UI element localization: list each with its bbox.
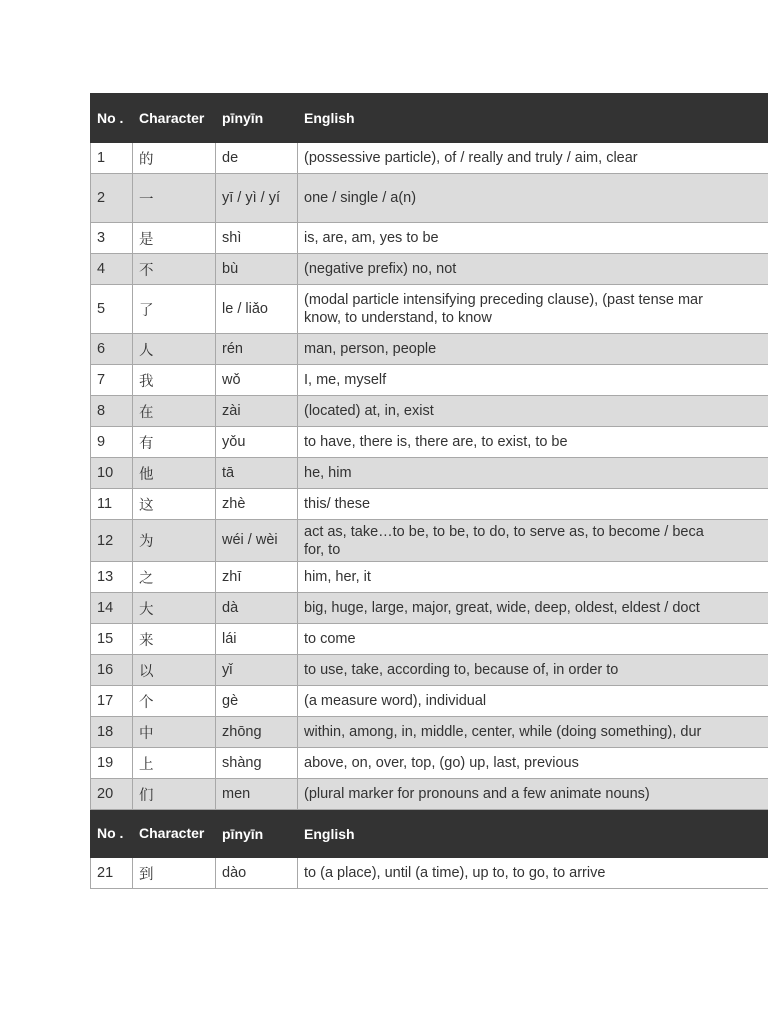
row-character: 了 bbox=[133, 285, 216, 334]
row-pinyin: rén bbox=[216, 334, 298, 365]
row-english: (plural marker for pronouns and a few animate nouns) bbox=[298, 779, 768, 810]
row-character: 为 bbox=[133, 520, 216, 562]
row-pinyin: dà bbox=[216, 593, 298, 624]
table-row bbox=[91, 365, 768, 396]
header-character: Character bbox=[133, 94, 216, 143]
header-english: English bbox=[298, 810, 768, 858]
table-row bbox=[91, 458, 768, 489]
table-row bbox=[91, 396, 768, 427]
row-no: 20 bbox=[91, 779, 133, 810]
row-no: 13 bbox=[91, 562, 133, 593]
table-row bbox=[91, 334, 768, 365]
row-english: big, huge, large, major, great, wide, deep, oldest, eldest / doct bbox=[298, 593, 768, 624]
row-no: 18 bbox=[91, 717, 133, 748]
row-no: 9 bbox=[91, 427, 133, 458]
row-no: 17 bbox=[91, 686, 133, 717]
row-english: one / single / a(n) bbox=[298, 174, 768, 223]
vocabulary-table bbox=[90, 93, 768, 889]
row-pinyin: bù bbox=[216, 254, 298, 285]
row-english: (possessive particle), of / really and truly / aim, clear bbox=[298, 143, 768, 174]
row-pinyin: zài bbox=[216, 396, 298, 427]
row-english: to (a place), until (a time), up to, to go, to arrive bbox=[298, 858, 768, 889]
row-pinyin: tā bbox=[216, 458, 298, 489]
row-character: 到 bbox=[133, 858, 216, 889]
row-character: 他 bbox=[133, 458, 216, 489]
row-pinyin: yǐ bbox=[216, 655, 298, 686]
row-character: 有 bbox=[133, 427, 216, 458]
table-row bbox=[91, 285, 768, 334]
row-english: I, me, myself bbox=[298, 365, 768, 396]
row-character: 这 bbox=[133, 489, 216, 520]
row-pinyin: de bbox=[216, 143, 298, 174]
row-english-line-2: for, to bbox=[304, 541, 341, 558]
table-row bbox=[91, 223, 768, 254]
row-english: (negative prefix) no, not bbox=[298, 254, 768, 285]
row-english bbox=[298, 520, 768, 562]
row-no: 5 bbox=[91, 285, 133, 334]
row-pinyin: wǒ bbox=[216, 365, 298, 396]
row-no: 11 bbox=[91, 489, 133, 520]
row-pinyin: le / liǎo bbox=[216, 285, 298, 334]
row-english: within, among, in, middle, center, while (doing something), dur bbox=[298, 717, 768, 748]
row-character: 不 bbox=[133, 254, 216, 285]
table-row bbox=[91, 143, 768, 174]
row-english: is, are, am, yes to be bbox=[298, 223, 768, 254]
row-pinyin: zhè bbox=[216, 489, 298, 520]
row-no: 1 bbox=[91, 143, 133, 174]
table-header-row bbox=[91, 94, 768, 143]
row-character: 中 bbox=[133, 717, 216, 748]
row-pinyin: wéi / wèi bbox=[216, 520, 298, 562]
table-row bbox=[91, 655, 768, 686]
row-pinyin: shì bbox=[216, 223, 298, 254]
row-english: to use, take, according to, because of, in order to bbox=[298, 655, 768, 686]
row-no: 7 bbox=[91, 365, 133, 396]
row-english-line-2: know, to understand, to know bbox=[304, 310, 492, 326]
table-row bbox=[91, 520, 768, 562]
row-english: to have, there is, there are, to exist, to be bbox=[298, 427, 768, 458]
row-pinyin: zhōng bbox=[216, 717, 298, 748]
row-no: 4 bbox=[91, 254, 133, 285]
header-no: No . bbox=[91, 94, 133, 143]
row-character: 上 bbox=[133, 748, 216, 779]
table-row bbox=[91, 624, 768, 655]
row-english: him, her, it bbox=[298, 562, 768, 593]
row-character: 以 bbox=[133, 655, 216, 686]
row-english: he, him bbox=[298, 458, 768, 489]
row-english-line-1: (modal particle intensifying preceding clause), (past tense mar bbox=[304, 292, 703, 308]
table-row bbox=[91, 489, 768, 520]
row-pinyin: yī / yì / yí bbox=[216, 174, 298, 223]
row-character: 在 bbox=[133, 396, 216, 427]
table-row bbox=[91, 562, 768, 593]
row-character: 我 bbox=[133, 365, 216, 396]
row-english: to come bbox=[298, 624, 768, 655]
row-english: (located) at, in, exist bbox=[298, 396, 768, 427]
row-pinyin: shàng bbox=[216, 748, 298, 779]
row-pinyin: men bbox=[216, 779, 298, 810]
row-no: 15 bbox=[91, 624, 133, 655]
row-pinyin: lái bbox=[216, 624, 298, 655]
row-no: 3 bbox=[91, 223, 133, 254]
row-no: 6 bbox=[91, 334, 133, 365]
row-character: 之 bbox=[133, 562, 216, 593]
table-row bbox=[91, 686, 768, 717]
row-character: 是 bbox=[133, 223, 216, 254]
table-row bbox=[91, 254, 768, 285]
header-pinyin: pīnyīn bbox=[216, 94, 298, 143]
row-no: 8 bbox=[91, 396, 133, 427]
row-character: 大 bbox=[133, 593, 216, 624]
row-no: 21 bbox=[91, 858, 133, 889]
table-row bbox=[91, 427, 768, 458]
header-no: No . bbox=[91, 810, 133, 858]
row-pinyin: dào bbox=[216, 858, 298, 889]
row-english: this/ these bbox=[298, 489, 768, 520]
row-english-line-1: act as, take…to be, to be, to do, to serve as, to become / beca bbox=[304, 523, 704, 540]
table-row bbox=[91, 717, 768, 748]
row-character: 们 bbox=[133, 779, 216, 810]
row-pinyin: gè bbox=[216, 686, 298, 717]
row-character: 的 bbox=[133, 143, 216, 174]
row-no: 12 bbox=[91, 520, 133, 562]
row-character: 个 bbox=[133, 686, 216, 717]
table-row bbox=[91, 593, 768, 624]
table-row bbox=[91, 779, 768, 810]
header-character: Character bbox=[133, 810, 216, 858]
header-pinyin: pīnyīn bbox=[216, 810, 298, 858]
row-no: 14 bbox=[91, 593, 133, 624]
table-row bbox=[91, 174, 768, 223]
row-no: 2 bbox=[91, 174, 133, 223]
row-english: (a measure word), individual bbox=[298, 686, 768, 717]
row-no: 16 bbox=[91, 655, 133, 686]
row-english bbox=[298, 285, 768, 334]
row-english: above, on, over, top, (go) up, last, previous bbox=[298, 748, 768, 779]
row-character: 来 bbox=[133, 624, 216, 655]
row-no: 10 bbox=[91, 458, 133, 489]
row-pinyin: zhī bbox=[216, 562, 298, 593]
row-character: 一 bbox=[133, 174, 216, 223]
header-english: English bbox=[298, 94, 768, 143]
table-header-row bbox=[91, 810, 768, 858]
table-row bbox=[91, 748, 768, 779]
row-character: 人 bbox=[133, 334, 216, 365]
row-no: 19 bbox=[91, 748, 133, 779]
row-pinyin: yǒu bbox=[216, 427, 298, 458]
row-english: man, person, people bbox=[298, 334, 768, 365]
table-row bbox=[91, 858, 768, 889]
